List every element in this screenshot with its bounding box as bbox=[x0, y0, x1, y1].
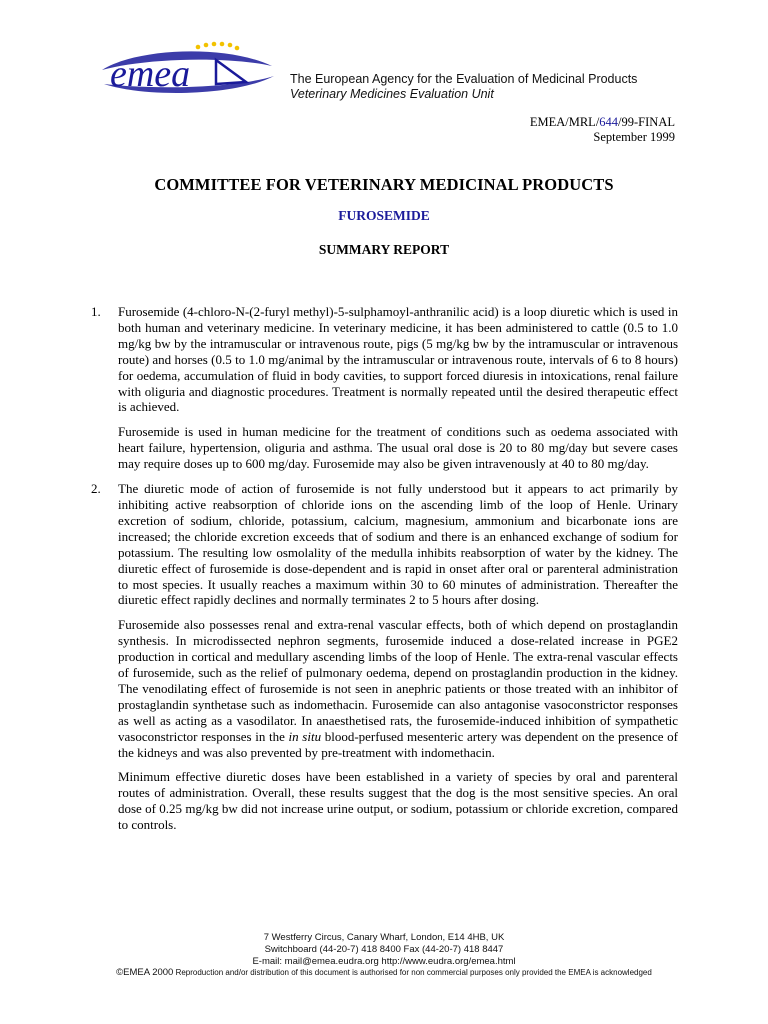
paragraph: Furosemide is used in human medicine for the treatment of conditions such as oedema associated with heart failure, hypertension, oliguria and asthma. The usual oral dose is 20 to 80 mg/day but severe cases may require doses up to 600 mg/day. Furosemide may also be given intravenously at 40 to 80 mg/day. bbox=[118, 424, 678, 472]
paragraph: Furosemide (4-chloro-N-(2-furyl methyl)-5-sulphamoyl-anthranilic acid) is a loop diuretic which is used in both human and veterinary medicine. In veterinary medicine, it has been administered to cattle (0.5 to 1.0 mg/kg bw by the intramuscular or intravenous route, pigs (5 mg/kg bw by the intramuscular or intravenous route) and horses (0.5 to 1.0 mg/animal by the intramuscular or intravenous route, intervals of 6 to 8 hours) for oedema, accumulation of fluid in body cavities, to support forced diuresis in intoxications, renal failure with oliguria and diagnostic procedures. Treatment is normally repeated until the desired therapeutic effect is achieved. bbox=[118, 304, 678, 415]
copyright: ©EMEA 2000 bbox=[116, 967, 174, 978]
reproduction-notice: Reproduction and/or distribution of this document is authorised for non commercial purposes only provided the EMEA is acknowledged bbox=[173, 968, 652, 977]
unit-name: Veterinary Medicines Evaluation Unit bbox=[290, 87, 494, 101]
section-number: 2. bbox=[91, 481, 101, 497]
paragraph: Minimum effective diuretic doses have been established in a variety of species by oral and parenteral routes of administration. Overall, these results suggest that the dog is the most sensitive species. An oral dose of 0.25 mg/kg bw did not increase urine output, or sodium, potassium or chloride excretion, compared to controls. bbox=[118, 769, 678, 833]
agency-header bbox=[290, 72, 637, 102]
stars-icon bbox=[196, 42, 240, 51]
report-type: SUMMARY REPORT bbox=[318, 242, 450, 257]
section-1 bbox=[91, 304, 678, 472]
italic-term: in situ bbox=[288, 728, 322, 744]
section-number: 1. bbox=[91, 304, 101, 319]
paragraph: Furosemide also possesses renal and extra-renal vascular effects, both of which depend on prostaglandin synthesis. In microdissected nephron segments, furosemide induced a dose-related increase in PGE2 production in cortical and medullary ascending limbs of the loop of Henle. The extra-renal vascular effects of furosemide, such as the relief of pulmonary oedema, depend on prostaglandin production in the kidney. The venodilating effect of furosemide is not seen in anephric patients or those treated with an inhibitor of prostaglandin synthetase such as indomethacin. Furosemide can also antagonise vasoconstrictor responses as well as acting as a vasodilator. In anaesthetised rats, the furosemide-induced inhibition of sympathetic vasoconstrictor responses in the in situ blood-perfused mesenteric artery was dependent on the presence of the kidneys and was also prevented by pre-treatment with indomethacin. bbox=[118, 617, 678, 760]
section-2 bbox=[91, 481, 678, 833]
agency-name: The European Agency for the Evaluation of Medicinal Products bbox=[290, 72, 638, 86]
footer-phone: Switchboard (44-20-7) 418 8400 Fax (44-20-7) 418 8447 bbox=[264, 944, 504, 955]
emea-logo bbox=[96, 40, 276, 98]
report-body bbox=[91, 304, 678, 842]
document-reference bbox=[530, 115, 675, 145]
committee-title: COMMITTEE FOR VETERINARY MEDICINAL PRODUCTS bbox=[154, 175, 614, 194]
svg-text:emea: emea bbox=[110, 53, 191, 95]
copyright-notice bbox=[0, 967, 768, 978]
reference-number: EMEA/MRL/644/99-FINAL bbox=[529, 115, 675, 129]
reference-code: 644 bbox=[599, 115, 619, 129]
substance-name: FUROSEMIDE bbox=[338, 208, 430, 223]
document-date: September 1999 bbox=[593, 130, 675, 144]
paragraph: The diuretic mode of action of furosemide is not fully understood but it appears to act primarily by inhibiting active reabsorption of chloride ions on the ascending limb of the loop of Henle. Urinary excretion of sodium, chloride, potassium, calcium, magnesium, ammonium and bicarbonate ions are increased; the chloride excretion exceeds that of sodium and there is an enhanced exchange of sodium for potassium. The resulting low osmolality of the medulla inhibits reabsorption of water by the kidney. The diuretic effect of furosemide is dose-dependent and is rapid in onset after oral or parenteral administration to most species. It usually reaches a maximum within 30 to 60 minutes of administration. Thereafter the diuretic effect rapidly declines and normally terminates 2 to 5 hours after dosing. bbox=[118, 481, 678, 608]
footer-email[interactable]: E-mail: mail@emea.eudra.org http://www.eudra.org/emea.html bbox=[252, 956, 516, 967]
footer-address: 7 Westferry Circus, Canary Wharf, London, E14 4HB, UK bbox=[263, 932, 505, 943]
footer-contact bbox=[0, 932, 768, 968]
